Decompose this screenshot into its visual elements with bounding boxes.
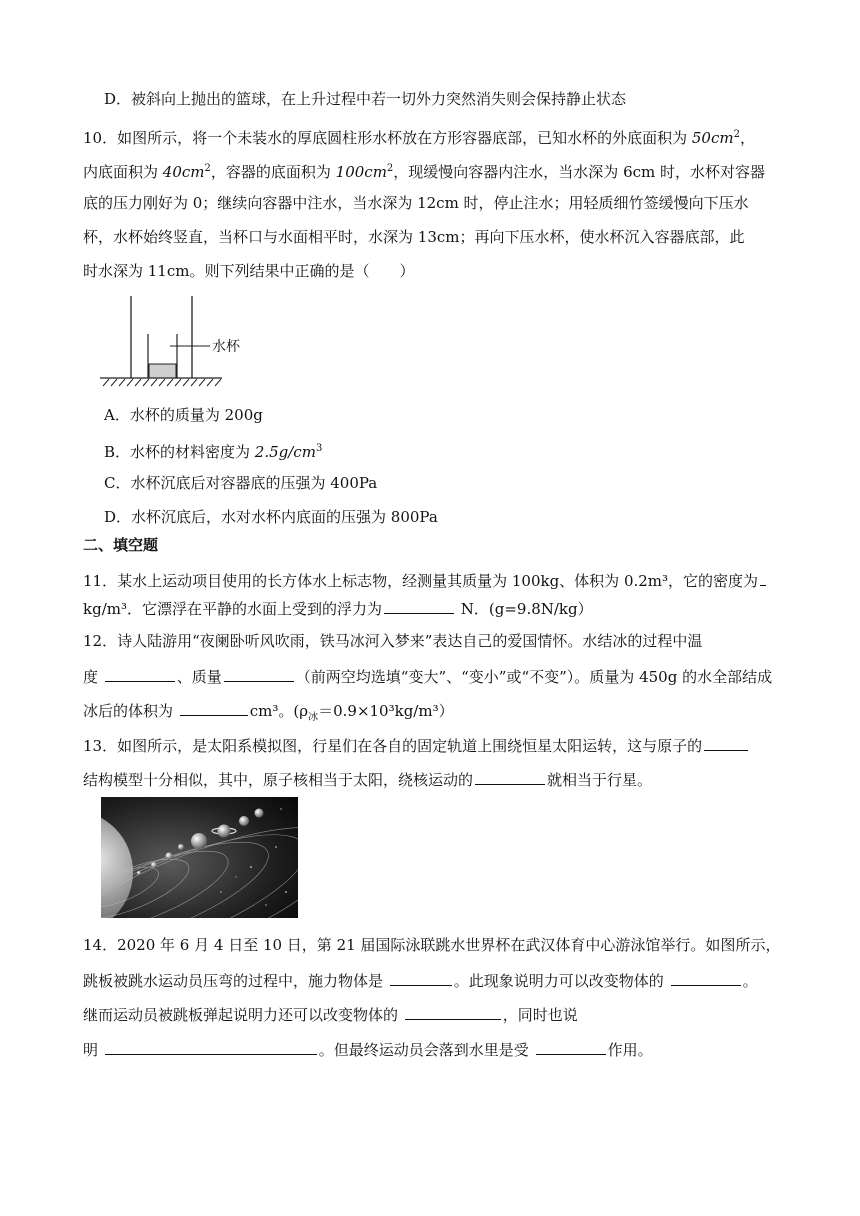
q10-line-2: 内底面积为 $40cm^2$，容器的底面积为 $100cm^2$，现缓慢向容器内注水，当水深为 6cm 时，水杯对容器	[83, 163, 766, 181]
section-title-fill-in: 二、填空题	[83, 536, 159, 554]
q10-line-5: 时水深为 11cm。则下列结果中正确的是（ ）	[83, 262, 415, 280]
q12-blank-temperature[interactable]	[105, 665, 175, 682]
q10-option-c: C．水杯沉底后对容器底的压强为 400Pa	[104, 474, 378, 492]
q9-option-d: D．被斜向上抛出的篮球，在上升过程中若一切外力突然消失则会保持静止状态	[104, 90, 627, 108]
q11-line-2: kg/m³．它漂浮在平静的水面上受到的浮力为 N．(g=9.8N/kg）	[83, 597, 593, 619]
q12-line-3: 冰后的体积为 cm³。$(\rho_冰=0.9\times 10^3kg/m^3)$	[83, 699, 454, 728]
q14-blank-change-1[interactable]	[671, 969, 741, 986]
q12-blank-mass[interactable]	[224, 665, 294, 682]
q11-blank-1[interactable]	[760, 569, 766, 586]
q12-line-1: 12．诗人陆游用“夜阑卧听风吹雨，铁马冰河入梦来”表达自己的爱国情怀。水结冰的过程中温	[83, 632, 703, 650]
q13-blank-1[interactable]	[704, 734, 748, 751]
q11-line-1: 11．某水上运动项目使用的长方体水上标志物，经测量其质量为 100kg、体积为 0.2m³，它的密度为	[83, 569, 768, 591]
q13-line-2: 结构模型十分相似，其中，原子核相当于太阳，绕核运动的 就相当于行星。	[83, 768, 652, 790]
q10-line-3: 底的压力刚好为 0；继续向容器中注水，当水深为 12cm 时，停止注水；用轻质细竹签缓慢向下压水	[83, 194, 749, 212]
q10-option-a: A．水杯的质量为 200g	[104, 406, 263, 424]
q14-blank-change-2[interactable]	[405, 1003, 501, 1020]
q10-line-4: 杯，水杯始终竖直，当杯口与水面相平时，水深为 13cm；再向下压水杯，使水杯沉入容器底部，此	[83, 228, 745, 246]
q13-line-1: 13．如图所示，是太阳系模拟图，行星们在各自的固定轨道上围绕恒星太阳运转，这与原子的	[83, 734, 750, 756]
q10-option-d: D．水杯沉底后，水对水杯内底面的压强为 800Pa	[104, 508, 438, 526]
q12-blank-volume[interactable]	[180, 699, 248, 716]
solar-system-image	[101, 797, 298, 918]
q10-option-b: B．水杯的材料密度为 $2.5g/cm^3$	[104, 443, 323, 461]
q14-line-2: 跳板被跳水运动员压弯的过程中，施力物体是 。此现象说明力可以改变物体的 。	[83, 969, 758, 991]
q14-blank-also-shows[interactable]	[105, 1038, 317, 1055]
q14-blank-force[interactable]	[536, 1038, 606, 1055]
q14-line-4: 明 。但最终运动员会落到水里是受 作用。	[83, 1038, 653, 1060]
q12-line-2: 度 、质量 （前两空均选填“变大”、“变小”或“不变”）。质量为 450g 的水全部结成	[83, 665, 772, 687]
ground-hatching	[103, 379, 221, 386]
cup-thick-bottom	[149, 364, 176, 378]
q14-blank-force-object[interactable]	[390, 969, 452, 986]
q13-blank-2[interactable]	[475, 768, 545, 785]
q14-line-1: 14．2020 年 6 月 4 日至 10 日，第 21 届国际泳联跳水世界杯在武汉体育中心游泳馆举行。如图所示，	[83, 936, 781, 954]
figure-label-cup: 水杯	[212, 339, 240, 355]
q10-line-1: 10．如图所示，将一个未装水的厚底圆柱形水杯放在方形容器底部，已知水杯的外底面积为 $50cm^2$，	[83, 129, 755, 147]
q11-blank-2[interactable]	[384, 597, 454, 614]
q14-line-3: 继而运动员被跳板弹起说明力还可以改变物体的 ，同时也说	[83, 1003, 578, 1025]
q10-figure	[100, 292, 260, 392]
